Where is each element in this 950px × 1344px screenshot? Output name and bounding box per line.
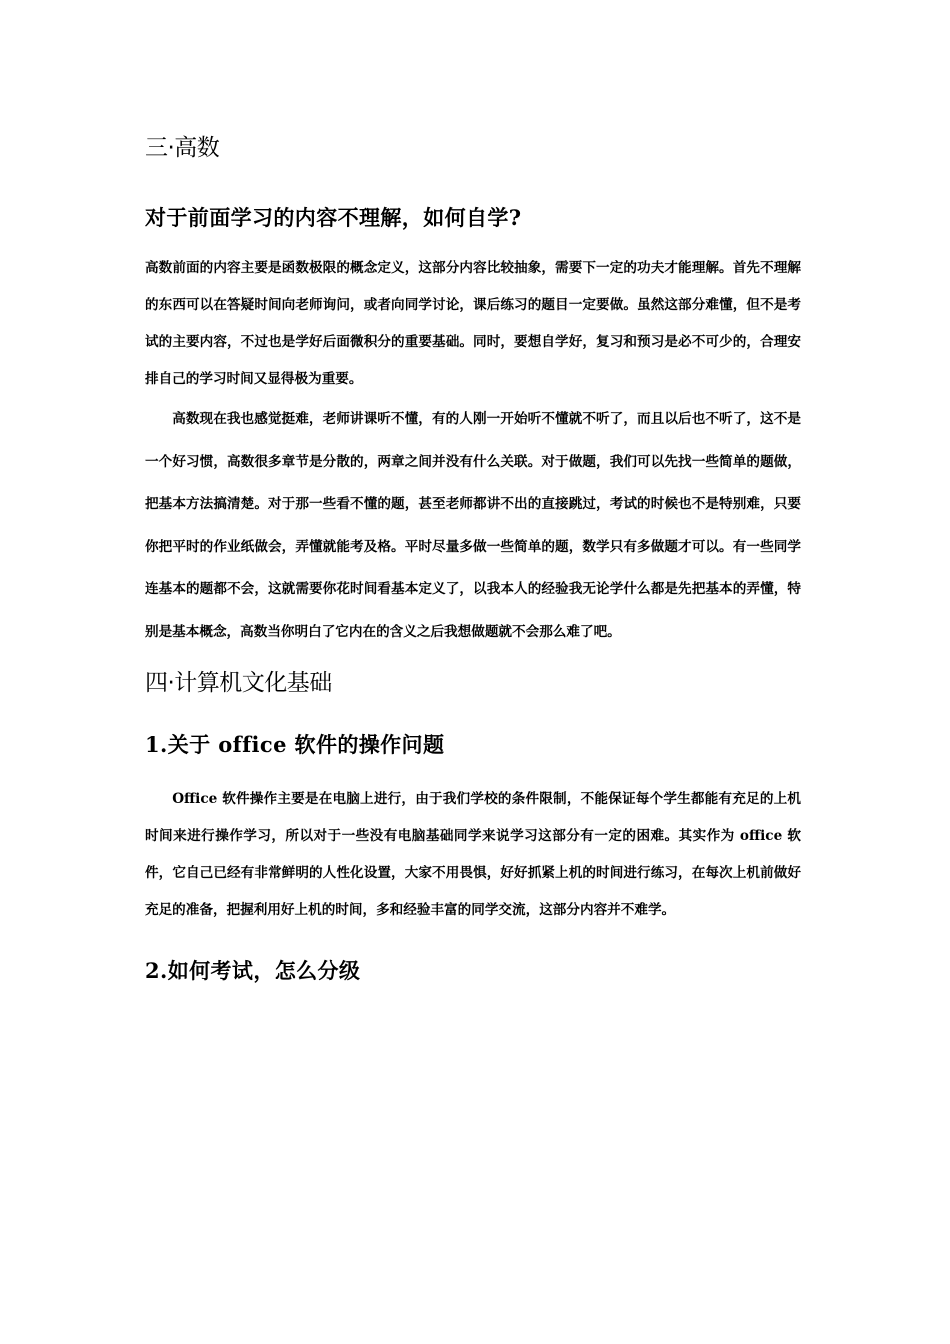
paragraph-limits: 高数前面的内容主要是函数极限的概念定义，这部分内容比较抽象，需要下一定的功夫才能理解。首先不理解的东西可以在答疑时间向老师询问，或者向同学讨论，课后练习的题目一定要做。虽然这部分难懂，但不是考试的主要内容，不过也是学好后面微积分的重要基础。同时，要想自学好，复习和预习是必不可少的，合理安排自己的学习时间又显得极为重要。 <box>145 260 801 387</box>
section-heading-computer: 四·计算机文化基础 <box>145 670 332 696</box>
section-heading-math: 三·高数 <box>145 135 220 161</box>
subheading-self-study: 对于前面学习的内容不理解，如何自学? <box>145 205 522 230</box>
subheading-office-software: 1.关于 office 软件的操作问题 <box>145 732 445 757</box>
paragraph-office-practice: Office 软件操作主要是在电脑上进行，由于我们学校的条件限制，不能保证每个学生都能有充足的上机时间来进行操作学习，所以对于一些没有电脑基础同学来说学习这部分有一定的困难。其实作为 office 软件，它自己已经有非常鲜明的人性化设置，大家不用畏惧，好好抓紧上机的时间进行练习，在每次上机前做好充足的准备，把握利用好上机的时间，多和经验丰富的同学交流，这部分内容并不难学。 <box>145 791 801 918</box>
subheading-exam-grading: 2.如何考试，怎么分级 <box>145 958 361 983</box>
document-page <box>145 128 801 989</box>
paragraph-math-difficulty: 高数现在我也感觉挺难，老师讲课听不懂，有的人刚一开始听不懂就不听了，而且以后也不听了，这不是一个好习惯，高数很多章节是分散的，两章之间并没有什么关联。对于做题，我们可以先找一些简单的题做，把基本方法搞清楚。对于那一些看不懂的题，甚至老师都讲不出的直接跳过，考试的时候也不是特别难，只要你把平时的作业纸做会，弄懂就能考及格。平时尽量多做一些简单的题，数学只有多做题才可以。有一些同学连基本的题都不会，这就需要你花时间看基本定义了，以我本人的经验我无论学什么都是先把基本的弄懂，特别是基本概念，高数当你明白了它内在的含义之后我想做题就不会那么难了吧。 <box>145 411 801 640</box>
